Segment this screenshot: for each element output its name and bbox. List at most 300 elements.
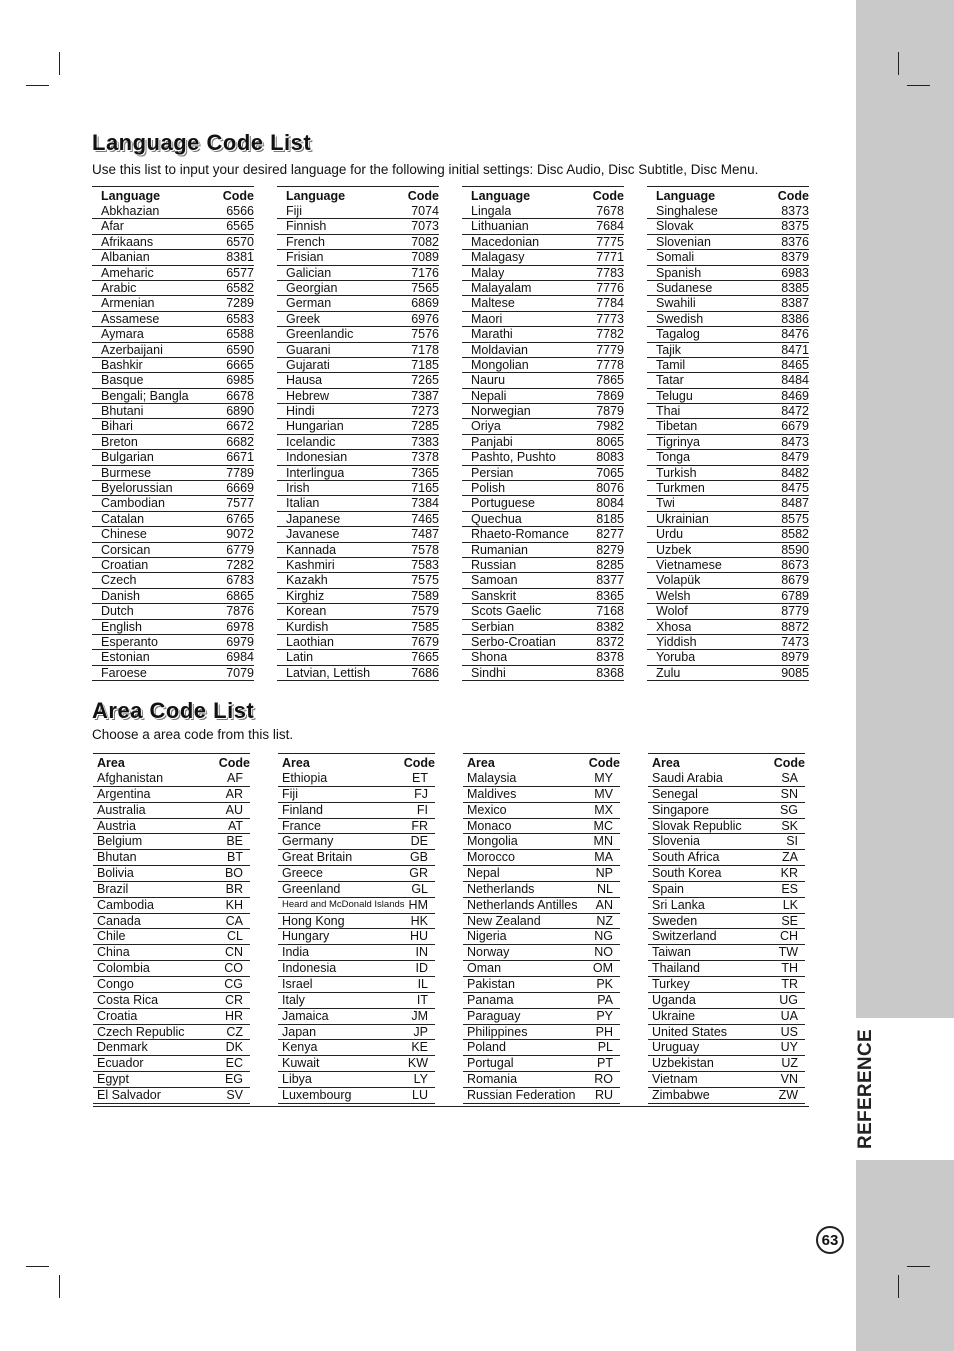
- table-row: [277, 235, 439, 250]
- language-name: Lingala: [471, 204, 512, 218]
- table-row: [277, 512, 439, 527]
- language-code: 8465: [781, 357, 809, 372]
- table-row: [278, 787, 435, 803]
- table-row: [463, 850, 620, 866]
- language-name: Yiddish: [656, 634, 697, 649]
- language-code: 6665: [226, 357, 254, 372]
- area-code: CH: [779, 929, 798, 944]
- area-name: Philippines: [467, 1024, 528, 1039]
- area-code: US: [780, 1024, 798, 1039]
- language-code: 8375: [781, 219, 809, 234]
- language-name: Kirghiz: [286, 588, 325, 603]
- language-column-header: [462, 187, 624, 204]
- table-row: [93, 1040, 250, 1056]
- table-row: [277, 496, 439, 511]
- table-row: [277, 389, 439, 404]
- table-row: [648, 1025, 805, 1041]
- table-row: [463, 1025, 620, 1041]
- language-code: 7982: [596, 419, 624, 434]
- header-area: Area: [467, 756, 495, 770]
- language-code: 7465: [411, 511, 439, 526]
- table-row: [648, 1056, 805, 1072]
- area-code: BE: [226, 834, 243, 849]
- language-code: 7383: [411, 434, 439, 449]
- language-code: 7879: [596, 404, 624, 419]
- language-column-header: [277, 187, 439, 204]
- language-name: Greenlandic: [286, 327, 354, 342]
- table-row: [277, 296, 439, 311]
- table-row: [462, 573, 624, 588]
- area-section-description: Choose a area code from this list.: [92, 727, 294, 742]
- table-row: [92, 620, 254, 635]
- area-code: MX: [594, 802, 613, 817]
- crop-mark: [898, 1275, 899, 1298]
- area-name: Saudi Arabia: [652, 771, 723, 785]
- language-name: Corsican: [101, 542, 151, 557]
- table-row: [647, 358, 809, 373]
- area-name: Colombia: [97, 961, 150, 976]
- table-row: [93, 1072, 250, 1088]
- language-code: 7387: [411, 388, 439, 403]
- crop-mark: [907, 85, 930, 86]
- table-row: [277, 543, 439, 558]
- table-row: [647, 466, 809, 481]
- language-name: Thai: [656, 404, 681, 419]
- language-code: 6582: [226, 280, 254, 295]
- language-column: [92, 186, 254, 681]
- area-code: CO: [224, 961, 243, 976]
- language-name: Kurdish: [286, 619, 329, 634]
- table-row: [277, 266, 439, 281]
- area-code: ET: [412, 771, 428, 785]
- language-name: Serbo-Croatian: [471, 634, 556, 649]
- table-row: [277, 604, 439, 619]
- area-code: ZA: [782, 850, 798, 865]
- language-code: 7779: [596, 342, 624, 357]
- area-name: Sri Lanka: [652, 897, 705, 912]
- language-code: 7579: [411, 604, 439, 619]
- table-row: [462, 620, 624, 635]
- language-code: 8979: [781, 650, 809, 665]
- area-code: KR: [780, 866, 798, 881]
- language-name: Tajik: [656, 342, 682, 357]
- language-name: Persian: [471, 465, 514, 480]
- language-name: Kazakh: [286, 573, 328, 588]
- area-code: MC: [593, 818, 613, 833]
- area-name: Ethiopia: [282, 771, 328, 785]
- table-row: [92, 204, 254, 219]
- area-code: NL: [597, 881, 613, 896]
- area-code: UZ: [781, 1056, 798, 1071]
- language-name: Urdu: [656, 527, 684, 542]
- table-row: [277, 327, 439, 342]
- area-code: MA: [594, 850, 613, 865]
- table-row: [463, 866, 620, 882]
- language-code: 7185: [411, 357, 439, 372]
- table-row: [278, 929, 435, 945]
- area-name: Belgium: [97, 834, 143, 849]
- table-row: [462, 404, 624, 419]
- language-code: 7178: [411, 342, 439, 357]
- area-code: RO: [594, 1072, 613, 1087]
- table-row: [92, 466, 254, 481]
- language-code: 8368: [596, 665, 624, 680]
- language-name: Singhalese: [656, 204, 718, 218]
- table-row: [647, 389, 809, 404]
- table-row: [92, 573, 254, 588]
- language-code: 8487: [781, 496, 809, 511]
- area-name: Japan: [282, 1024, 317, 1039]
- area-code: IT: [416, 992, 428, 1007]
- header-code: Code: [222, 189, 254, 203]
- language-code: 8285: [596, 557, 624, 572]
- header-language: Language: [286, 189, 346, 203]
- language-name: Faroese: [101, 665, 147, 680]
- table-row: [462, 343, 624, 358]
- table-row: [92, 419, 254, 434]
- table-row: [463, 882, 620, 898]
- table-row: [648, 898, 805, 914]
- table-row: [463, 898, 620, 914]
- language-name: Estonian: [101, 650, 150, 665]
- language-name: Zulu: [656, 665, 681, 680]
- language-name: Japanese: [286, 511, 341, 526]
- table-row: [92, 404, 254, 419]
- table-row: [648, 993, 805, 1009]
- area-name: Mexico: [467, 802, 507, 817]
- table-row: [463, 803, 620, 819]
- header-area: Area: [282, 756, 310, 770]
- language-name: Tigrinya: [656, 434, 700, 449]
- area-code: MY: [594, 771, 613, 785]
- language-name: Frisian: [286, 250, 324, 265]
- area-name: Costa Rica: [97, 992, 159, 1007]
- crop-mark: [59, 52, 60, 75]
- table-row: [647, 666, 809, 681]
- language-name: French: [286, 234, 325, 249]
- language-code: 8479: [781, 450, 809, 465]
- area-name: Greenland: [282, 881, 341, 896]
- table-row: [462, 604, 624, 619]
- table-row: [278, 945, 435, 961]
- table-row: [277, 466, 439, 481]
- language-code: 6789: [781, 588, 809, 603]
- section-tab-label: REFERENCE: [855, 1029, 877, 1149]
- table-row: [647, 312, 809, 327]
- table-row: [278, 1088, 435, 1104]
- language-code: 7589: [411, 588, 439, 603]
- language-name: Slovenian: [656, 234, 711, 249]
- language-name: Pashto, Pushto: [471, 450, 556, 465]
- language-name: Macedonian: [471, 234, 540, 249]
- table-row: [648, 771, 805, 787]
- language-name: Czech: [101, 573, 137, 588]
- language-code: 6590: [226, 342, 254, 357]
- language-code: 7876: [226, 604, 254, 619]
- table-row: [277, 650, 439, 665]
- language-column: [647, 186, 809, 681]
- language-name: Portuguese: [471, 496, 535, 511]
- area-code: ES: [781, 881, 798, 896]
- area-code: NO: [594, 945, 613, 960]
- table-row: [463, 771, 620, 787]
- language-name: Cambodian: [101, 496, 165, 511]
- table-row: [277, 435, 439, 450]
- language-name: Spanish: [656, 265, 702, 280]
- area-column: [463, 753, 620, 1104]
- header-code: Code: [407, 189, 439, 203]
- area-name: Panama: [467, 992, 514, 1007]
- table-row: [277, 558, 439, 573]
- table-row: [462, 666, 624, 681]
- table-row: [92, 435, 254, 450]
- area-code: KE: [411, 1040, 428, 1055]
- language-name: Assamese: [101, 311, 160, 326]
- language-code: 8387: [781, 296, 809, 311]
- language-name: Panjabi: [471, 434, 513, 449]
- language-code: 8381: [226, 250, 254, 265]
- table-row: [647, 343, 809, 358]
- table-row: [278, 914, 435, 930]
- table-row: [93, 1088, 250, 1104]
- area-code: TR: [781, 976, 798, 991]
- table-row: [278, 882, 435, 898]
- language-code: 6577: [226, 265, 254, 280]
- table-row: [648, 787, 805, 803]
- table-row: [462, 266, 624, 281]
- table-row: [278, 993, 435, 1009]
- language-code: 8673: [781, 557, 809, 572]
- table-row: [648, 914, 805, 930]
- area-code: SI: [786, 834, 798, 849]
- language-name: Lithuanian: [471, 219, 529, 234]
- table-row: [648, 834, 805, 850]
- language-code: 7384: [411, 496, 439, 511]
- language-name: Mongolian: [471, 357, 529, 372]
- area-name: Germany: [282, 834, 334, 849]
- language-name: Tatar: [656, 373, 684, 388]
- area-column-header: [278, 754, 435, 771]
- language-code: 8373: [781, 204, 809, 218]
- language-code: 6865: [226, 588, 254, 603]
- language-name: Telugu: [656, 388, 693, 403]
- table-row: [647, 527, 809, 542]
- table-row: [278, 961, 435, 977]
- language-name: Guarani: [286, 342, 331, 357]
- table-row: [277, 312, 439, 327]
- language-name: Rumanian: [471, 542, 528, 557]
- language-name: Turkish: [656, 465, 697, 480]
- language-name: Kannada: [286, 542, 337, 557]
- table-row: [93, 945, 250, 961]
- language-name: Yoruba: [656, 650, 696, 665]
- language-code: 8872: [781, 619, 809, 634]
- language-code: 7585: [411, 619, 439, 634]
- language-name: Russian: [471, 557, 517, 572]
- language-code: 8377: [596, 573, 624, 588]
- language-name: Xhosa: [656, 619, 692, 634]
- language-name: Bhutani: [101, 404, 144, 419]
- area-name: Vietnam: [652, 1072, 698, 1087]
- area-name: Austria: [97, 818, 136, 833]
- language-code: 8575: [781, 511, 809, 526]
- table-row: [647, 512, 809, 527]
- area-name: Greece: [282, 866, 323, 881]
- table-row: [647, 496, 809, 511]
- language-code: 7583: [411, 557, 439, 572]
- table-row: [92, 650, 254, 665]
- area-code: MN: [593, 834, 613, 849]
- area-code: GR: [409, 866, 428, 881]
- table-row: [647, 481, 809, 496]
- area-name: Poland: [467, 1040, 506, 1055]
- table-row: [277, 250, 439, 265]
- area-code: HM: [408, 897, 428, 912]
- language-name: English: [101, 619, 142, 634]
- language-name: Esperanto: [101, 634, 158, 649]
- language-code: 7176: [411, 265, 439, 280]
- language-column-header: [92, 187, 254, 204]
- language-name: Ukrainian: [656, 511, 709, 526]
- language-name: Georgian: [286, 280, 338, 295]
- area-code: NP: [595, 866, 613, 881]
- area-name: Heard and McDonald Islands: [282, 898, 405, 910]
- table-row: [462, 635, 624, 650]
- table-row: [277, 666, 439, 681]
- area-code: NG: [594, 929, 613, 944]
- language-code: 7778: [596, 357, 624, 372]
- language-name: Malayalam: [471, 280, 532, 295]
- language-code: 8482: [781, 465, 809, 480]
- table-row: [92, 343, 254, 358]
- language-code: 8076: [596, 481, 624, 496]
- area-code: KW: [407, 1056, 428, 1071]
- area-name: Israel: [282, 976, 313, 991]
- area-code: TW: [778, 945, 798, 960]
- area-name: Libya: [282, 1072, 312, 1087]
- area-code: DK: [225, 1040, 243, 1055]
- table-row: [647, 419, 809, 434]
- table-row: [463, 1072, 620, 1088]
- language-name: Italian: [286, 496, 320, 511]
- table-row: [647, 650, 809, 665]
- table-row: [463, 1040, 620, 1056]
- table-row: [647, 281, 809, 296]
- area-code: AF: [227, 771, 243, 785]
- area-name: Pakistan: [467, 976, 515, 991]
- area-name: France: [282, 818, 321, 833]
- language-code: 6978: [226, 619, 254, 634]
- area-column: [93, 753, 250, 1104]
- language-code: 7265: [411, 373, 439, 388]
- language-code: 7565: [411, 280, 439, 295]
- language-name: Tagalog: [656, 327, 700, 342]
- area-code: CA: [225, 913, 243, 928]
- table-row: [277, 343, 439, 358]
- header-code: Code: [588, 756, 620, 770]
- language-code: 8471: [781, 342, 809, 357]
- table-row: [93, 1009, 250, 1025]
- table-row: [648, 803, 805, 819]
- area-name: Uruguay: [652, 1040, 700, 1055]
- table-row: [462, 373, 624, 388]
- area-name: New Zealand: [467, 913, 541, 928]
- language-code: 8385: [781, 280, 809, 295]
- header-language: Language: [471, 189, 531, 203]
- area-column-header: [648, 754, 805, 771]
- language-name: Byelorussian: [101, 481, 173, 496]
- table-row: [92, 543, 254, 558]
- area-name: Netherlands Antilles: [467, 897, 578, 912]
- table-row: [92, 373, 254, 388]
- table-row: [92, 496, 254, 511]
- table-row: [93, 1056, 250, 1072]
- language-code: 7773: [596, 311, 624, 326]
- area-name: Singapore: [652, 802, 709, 817]
- table-row: [92, 450, 254, 465]
- language-code: 7289: [226, 296, 254, 311]
- language-code: 8083: [596, 450, 624, 465]
- area-name: Canada: [97, 913, 141, 928]
- area-name: Great Britain: [282, 850, 353, 865]
- table-row: [277, 281, 439, 296]
- table-row: [277, 573, 439, 588]
- language-code: 7165: [411, 481, 439, 496]
- area-code: PK: [596, 976, 613, 991]
- language-name: Serbian: [471, 619, 515, 634]
- area-name: Indonesia: [282, 961, 337, 976]
- language-code: 6566: [226, 204, 254, 218]
- language-code: 7168: [596, 604, 624, 619]
- table-row: [277, 358, 439, 373]
- language-code: 8376: [781, 234, 809, 249]
- table-row: [463, 1056, 620, 1072]
- table-row: [462, 435, 624, 450]
- language-name: Chinese: [101, 527, 147, 542]
- language-name: Marathi: [471, 327, 513, 342]
- area-name: Egypt: [97, 1072, 129, 1087]
- language-code: 7869: [596, 388, 624, 403]
- language-name: Abkhazian: [101, 204, 160, 218]
- area-code: NZ: [596, 913, 613, 928]
- area-name: Netherlands: [467, 881, 535, 896]
- area-code: PL: [597, 1040, 613, 1055]
- language-code: 6983: [781, 265, 809, 280]
- area-name: Bhutan: [97, 850, 137, 865]
- table-row: [462, 296, 624, 311]
- table-row: [462, 527, 624, 542]
- table-row: [462, 589, 624, 604]
- table-row: [277, 219, 439, 234]
- language-code: 7487: [411, 527, 439, 542]
- table-row: [92, 281, 254, 296]
- language-code: 7782: [596, 327, 624, 342]
- table-row: [463, 787, 620, 803]
- area-name: Chile: [97, 929, 126, 944]
- table-row: [93, 1025, 250, 1041]
- area-name: Australia: [97, 802, 146, 817]
- language-name: Bashkir: [101, 357, 143, 372]
- language-name: Nepali: [471, 388, 507, 403]
- table-row: [648, 882, 805, 898]
- language-code: 7082: [411, 234, 439, 249]
- area-code: RU: [594, 1087, 613, 1102]
- language-name: Wolof: [656, 604, 688, 619]
- area-code: IN: [415, 945, 428, 960]
- area-name: Bolivia: [97, 866, 134, 881]
- language-code: 6669: [226, 481, 254, 496]
- language-code: 6779: [226, 542, 254, 557]
